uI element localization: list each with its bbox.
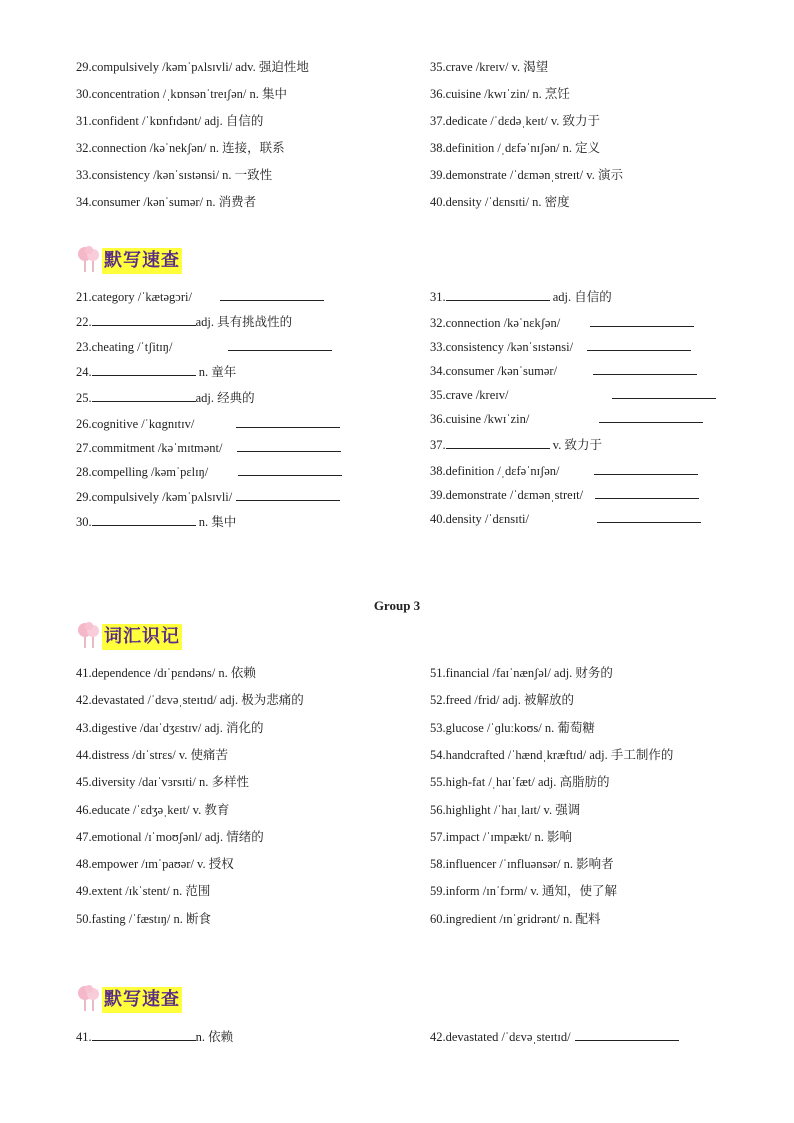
dictation-header (76, 244, 216, 278)
vocab-item: 57.impact /ˈɪmpækt/ n. 影响 (430, 830, 573, 844)
dictation-item (430, 1029, 679, 1045)
vocab-item: 34.consumer /kənˈsumər/ n. 消费者 (76, 195, 257, 209)
item-text: 25. (76, 391, 92, 405)
vocab-item: 30.concentration /ˌkɒnsənˈtreɪʃən/ n. 集中 (76, 87, 287, 101)
dictation-item (430, 437, 602, 453)
item-text: 21.category /ˈkætəgɔri/ (76, 290, 192, 304)
vocab-header (76, 620, 216, 654)
vocab-item: 58.influencer /ˈɪnfluənsər/ n. 影响者 (430, 857, 614, 871)
vocab-item: 59.inform /ɪnˈfɔrm/ v. 通知，使了解 (430, 884, 618, 898)
answer-blank[interactable] (590, 315, 694, 327)
dictation-item (430, 387, 716, 403)
dictation-header (76, 983, 216, 1017)
item-text: adj. 具有挑战性的 (195, 315, 293, 329)
dictation-title: 默写速查 (102, 248, 182, 274)
dictation-item (76, 440, 341, 456)
dictation-item (76, 489, 340, 505)
vocab-item: 49.extent /ɪkˈstent/ n. 范围 (76, 884, 211, 898)
vocab-item: 60.ingredient /ɪnˈgridrənt/ n. 配料 (430, 912, 601, 926)
answer-blank[interactable] (236, 489, 340, 501)
answer-blank[interactable] (92, 314, 196, 326)
item-text: 28.compelling /kəmˈpɛlɪŋ/ (76, 465, 209, 479)
vocab-item: 29.compulsively /kəmˈpʌlsɪvli/ adv. 强迫性地 (76, 60, 309, 74)
item-text: 26.cognitive /ˈkɑgnɪtɪv/ (76, 417, 195, 431)
vocab-item: 42.devastated /ˈdɛvəˌsteɪtɪd/ adj. 极为悲痛的 (76, 693, 304, 707)
vocab-item: 36.cuisine /kwɪˈzin/ n. 烹饪 (430, 87, 570, 101)
item-text: 40.density /ˈdɛnsɪti/ (430, 512, 529, 526)
dictation-item (76, 514, 236, 530)
dictation-item (430, 411, 703, 427)
answer-blank[interactable] (595, 487, 699, 499)
group-title: Group 3 (373, 598, 421, 613)
vocab-item: 44.distress /dɪˈstrɛs/ v. 使痛苦 (76, 748, 229, 762)
flower-tree-icon (76, 244, 102, 274)
vocab-item: 47.emotional /ɪˈmoʊʃənl/ adj. 情绪的 (76, 830, 264, 844)
item-text: 41. (76, 1030, 92, 1044)
dictation-item (76, 364, 236, 380)
answer-blank[interactable] (220, 289, 324, 301)
vocab-item: 39.demonstrate /ˈdɛmənˌstreɪt/ v. 演示 (430, 168, 623, 182)
item-text: 36.cuisine /kwɪˈzin/ (430, 412, 530, 426)
item-text: 35.crave /kreɪv/ (430, 388, 509, 402)
answer-blank[interactable] (599, 411, 703, 423)
vocab-item: 55.high-fat /ˌhaɪˈfæt/ adj. 高脂肪的 (430, 775, 610, 789)
answer-blank[interactable] (92, 514, 196, 526)
vocab-item: 38.definition /ˌdɛfəˈnɪʃən/ n. 定义 (430, 141, 601, 155)
item-text: 30. (76, 515, 92, 529)
answer-blank[interactable] (593, 363, 697, 375)
dictation-item (430, 289, 612, 305)
vocab-item: 41.dependence /dɪˈpɛndəns/ n. 依赖 (76, 666, 256, 680)
item-text: 27.commitment /kəˈmɪtmənt/ (76, 441, 223, 455)
vocab-item: 33.consistency /kənˈsɪstənsi/ n. 一致性 (76, 168, 273, 182)
answer-blank[interactable] (597, 511, 701, 523)
item-text: 31. (430, 290, 446, 304)
item-text: 22. (76, 315, 92, 329)
vocab-item: 45.diversity /daɪˈvɜrsɪti/ n. 多样性 (76, 775, 249, 789)
dictation-item (430, 463, 698, 479)
answer-blank[interactable] (92, 1029, 196, 1041)
answer-blank[interactable] (446, 437, 550, 449)
vocab-item: 54.handcrafted /ˈhændˌkræftɪd/ adj. 手工制作的 (430, 748, 674, 762)
answer-blank[interactable] (575, 1029, 679, 1041)
vocab-item: 53.glucose /ˈɡluːkoʊs/ n. 葡萄糖 (430, 721, 595, 735)
answer-blank[interactable] (587, 339, 691, 351)
item-text: v. 致力于 (549, 438, 602, 452)
dictation-item (430, 315, 694, 331)
vocab-item: 56.highlight /ˈhaɪˌlaɪt/ v. 强调 (430, 803, 581, 817)
vocab-item: 51.financial /faɪˈnænʃəl/ adj. 财务的 (430, 666, 613, 680)
item-text: 34.consumer /kənˈsumər/ (430, 364, 558, 378)
vocab-item: 35.crave /kreɪv/ v. 渴望 (430, 60, 549, 74)
dictation-item (76, 416, 340, 432)
vocab-item: 48.empower /ɪmˈpaʊər/ v. 授权 (76, 857, 234, 871)
dictation-item (430, 363, 697, 379)
dictation-item (76, 390, 255, 406)
answer-blank[interactable] (236, 416, 340, 428)
answer-blank[interactable] (594, 463, 698, 475)
answer-blank[interactable] (92, 364, 196, 376)
dictation-item (430, 487, 699, 503)
vocab-item: 50.fasting /ˈfæstɪŋ/ n. 断食 (76, 912, 211, 926)
item-text: 32.connection /kəˈnɛkʃən/ (430, 316, 561, 330)
vocab-item: 43.digestive /daɪˈdʒɛstɪv/ adj. 消化的 (76, 721, 264, 735)
item-text: 24. (76, 365, 92, 379)
vocab-item: 37.dedicate /ˈdɛdəˌkeɪt/ v. 致力于 (430, 114, 601, 128)
dictation-item (76, 314, 292, 330)
item-text: 23.cheating /ˈtʃitɪŋ/ (76, 340, 173, 354)
vocab-item: 52.freed /frid/ adj. 被解放的 (430, 693, 575, 707)
dictation-item (76, 464, 342, 480)
vocab-title: 词汇识记 (102, 624, 182, 650)
flower-tree-icon (76, 983, 102, 1013)
item-text: adj. 经典的 (195, 391, 255, 405)
dictation-item (430, 339, 691, 355)
dictation-item (76, 289, 324, 305)
dictation-item (76, 1029, 233, 1045)
vocab-item: 31.confident /ˈkɒnfɪdənt/ adj. 自信的 (76, 114, 264, 128)
flower-tree-icon (76, 620, 102, 650)
answer-blank[interactable] (237, 440, 341, 452)
item-text: n. 依赖 (195, 1030, 234, 1044)
item-text: 29.compulsively /kəmˈpʌlsɪvli/ (76, 490, 233, 504)
answer-blank[interactable] (446, 289, 550, 301)
dictation-item (430, 511, 701, 527)
item-text: 38.definition /ˌdɛfəˈnɪʃən/ (430, 464, 560, 478)
item-text: n. 集中 (195, 515, 237, 529)
item-text: 42.devastated /ˈdɛvəˌsteɪtɪd/ (430, 1030, 571, 1044)
item-text: 33.consistency /kənˈsɪstənsi/ (430, 340, 574, 354)
dictation-item (76, 339, 332, 355)
vocab-item: 46.educate /ˈɛdʒəˌkeɪt/ v. 教育 (76, 803, 230, 817)
answer-blank[interactable] (228, 339, 332, 351)
vocab-item: 32.connection /kəˈnekʃən/ n. 连接，联系 (76, 141, 285, 155)
item-text: 39.demonstrate /ˈdɛmənˌstreɪt/ (430, 488, 584, 502)
item-text: adj. 自信的 (549, 290, 612, 304)
answer-blank[interactable] (612, 387, 716, 399)
vocab-item: 40.density /ˈdɛnsɪti/ n. 密度 (430, 195, 570, 209)
dictation-title: 默写速查 (102, 987, 182, 1013)
item-text: 37. (430, 438, 446, 452)
item-text: n. 童年 (195, 365, 237, 379)
answer-blank[interactable] (238, 464, 342, 476)
answer-blank[interactable] (92, 390, 196, 402)
